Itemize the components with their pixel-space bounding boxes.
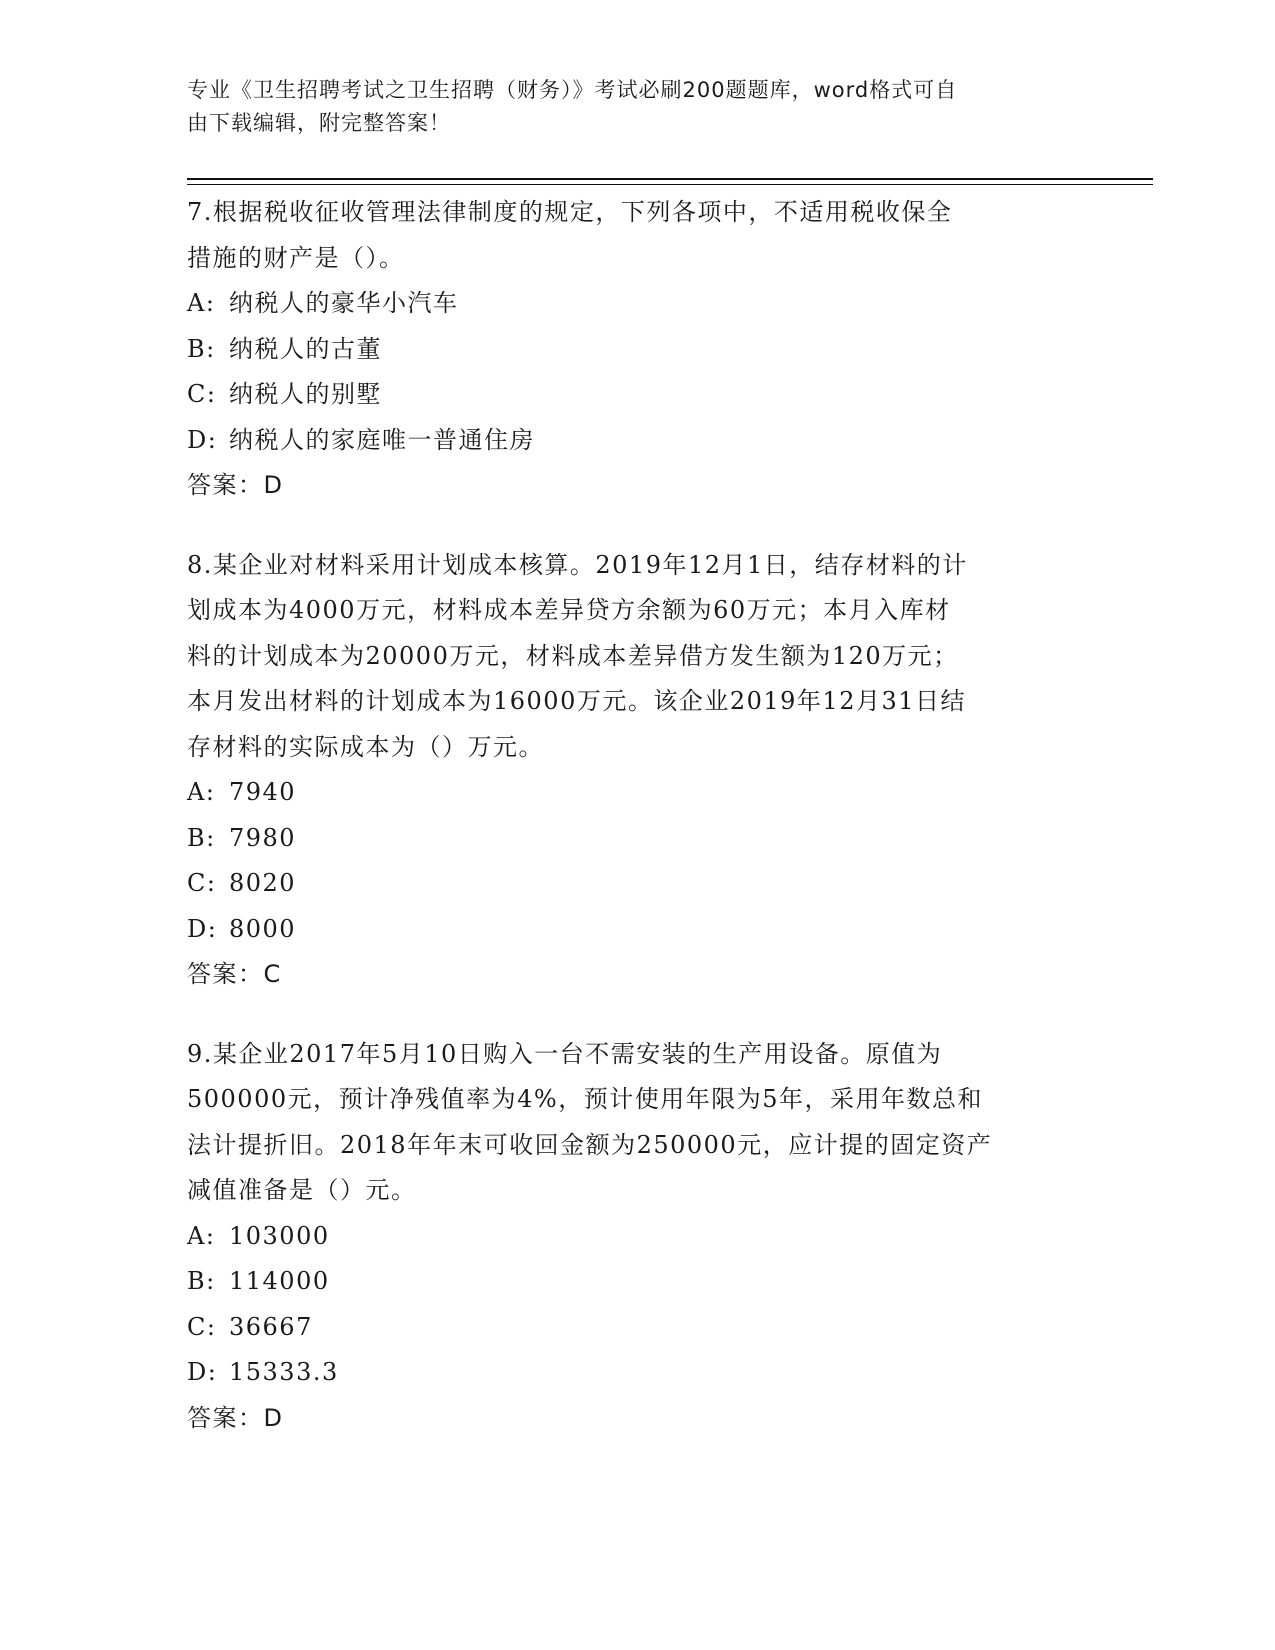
option-text: 103000 <box>229 1221 330 1250</box>
option-text: 8000 <box>229 914 297 943</box>
option-b <box>187 816 1087 862</box>
header-divider-thick <box>187 178 1153 180</box>
question-stem: 本月发出材料的计划成本为16000万元。该企业2019年12月31日结 <box>187 687 967 715</box>
option-letter: C: <box>187 869 217 897</box>
option-letter: A: <box>187 289 216 317</box>
option-a <box>187 770 1087 816</box>
option-letter: D: <box>187 914 218 943</box>
option-d <box>187 907 1087 953</box>
option-letter: A: <box>187 1221 216 1250</box>
question-stem: 措施的财产是（）。 <box>187 243 405 272</box>
question-8 <box>187 543 1087 998</box>
question-stem: 料的计划成本为20000万元，材料成本差异借方发生额为120万元； <box>187 641 959 670</box>
option-letter: C: <box>187 380 217 408</box>
option-text: 114000 <box>229 1267 330 1295</box>
option-text: 纳税人的古董 <box>229 334 382 363</box>
option-text: 7980 <box>229 823 297 852</box>
option-d <box>187 1350 1087 1396</box>
question-stem: 8.某企业对材料采用计划成本核算。2019年12月1日，结存材料的计 <box>187 550 968 579</box>
question-list <box>187 190 1087 1475</box>
option-d <box>187 418 1087 464</box>
option-text: 36667 <box>229 1312 313 1341</box>
option-b <box>187 1259 1087 1305</box>
question-7 <box>187 190 1087 509</box>
option-a <box>187 281 1087 327</box>
option-letter: B: <box>187 334 216 363</box>
option-letter: A: <box>187 778 216 806</box>
option-text: 15333.3 <box>229 1358 339 1386</box>
question-stem: 减值准备是（）元。 <box>187 1176 417 1204</box>
option-letter: B: <box>187 1267 216 1295</box>
question-stem: 500000元，预计净残值率为4%，预计使用年限为5年，采用年数总和 <box>187 1085 983 1113</box>
header-line-2: 由下载编辑，附完整答案！ <box>187 111 451 135</box>
option-letter: D: <box>187 1358 218 1386</box>
document-header <box>187 74 1067 140</box>
option-a <box>187 1214 1087 1260</box>
question-stem: 划成本为4000万元，材料成本差异贷方余额为60万元；本月入库材 <box>187 596 951 624</box>
question-stem: 7.根据税收征收管理法律制度的规定，下列各项中，不适用税收保全 <box>187 198 953 226</box>
answer-line: 答案：D <box>187 1403 284 1432</box>
question-stem: 存材料的实际成本为（）万元。 <box>187 732 544 761</box>
option-text: 8020 <box>229 869 297 897</box>
option-text: 7940 <box>229 778 297 806</box>
header-line-1: 专业《卫生招聘考试之卫生招聘（财务）》考试必刷200题题库，word格式可自 <box>187 78 958 102</box>
option-letter: D: <box>187 425 218 454</box>
header-divider-thin <box>187 184 1153 185</box>
option-c <box>187 1305 1087 1351</box>
option-text: 纳税人的别墅 <box>229 380 382 408</box>
option-b <box>187 327 1087 373</box>
question-9 <box>187 1032 1087 1442</box>
answer-line: 答案：D <box>187 471 284 499</box>
answer-line: 答案：C <box>187 960 282 988</box>
option-text: 纳税人的家庭唯一普通住房 <box>229 425 535 454</box>
option-c <box>187 372 1087 418</box>
option-letter: C: <box>187 1312 217 1341</box>
question-stem: 法计提折旧。2018年年末可收回金额为250000元，应计提的固定资产 <box>187 1130 993 1159</box>
option-c <box>187 861 1087 907</box>
question-stem: 9.某企业2017年5月10日购入一台不需安装的生产用设备。原值为 <box>187 1039 943 1068</box>
option-text: 纳税人的豪华小汽车 <box>229 289 459 317</box>
option-letter: B: <box>187 823 216 852</box>
